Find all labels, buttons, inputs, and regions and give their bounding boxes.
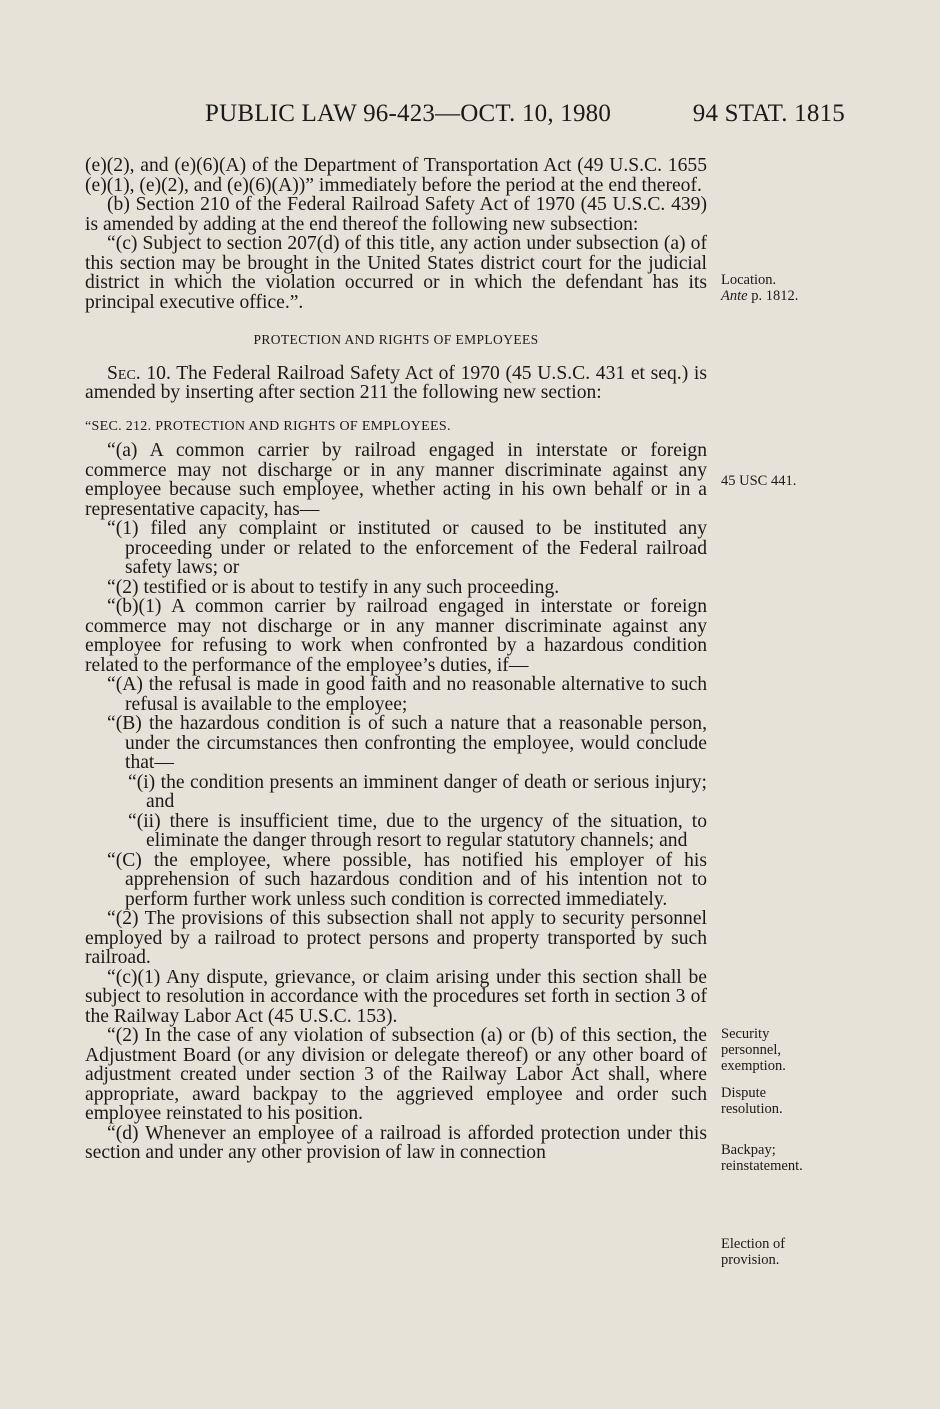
paragraph-continued: (e)(2), and (e)(6)(A) of the Department of Transportation Act (49 U.S.C. 1655 (e)(1), (e)(2), and (e)(6)(A))” immediately before the period at the end thereof. <box>85 155 707 196</box>
paragraph-b-1: “(b)(1) A common carrier by railroad engaged in interstate or foreign commerce may not discharge or in any manner discriminate against any employee for refusing to work when confronted by a hazardous condition related to the performance of the employee’s duties, if— <box>85 596 707 676</box>
margin-note-dispute: Dispute resolution. <box>721 1085 783 1117</box>
paragraph-a-1: “(1) filed any complaint or instituted or caused to be instituted any proceeding under or related to the enforcement of the Federal railroad safety laws; or <box>107 518 707 578</box>
margin-note-location <box>721 272 798 304</box>
section-10-paragraph <box>85 364 707 403</box>
paragraph-b-1-B-ii: “(ii) there is insufficient time, due to the urgency of the situation, to eliminate the danger through resort to regular statutory channels; and <box>128 810 707 851</box>
paragraph-b-2: “(2) The provisions of this subsection shall not apply to security personnel employed by a railroad to protect persons and property transported by such railroad. <box>85 908 707 968</box>
paragraph-c-1: “(c)(1) Any dispute, grievance, or claim arising under this section shall be subject to resolution in accordance with the procedures set forth in section 3 of the Railway Labor Act (45 U.S.C. 153). <box>85 966 707 1027</box>
paragraph-b: (b) Section 210 of the Federal Railroad Safety Act of 1970 (45 U.S.C. 439) is amended by adding at the end thereof the following new subsection: <box>85 194 707 235</box>
paragraph-c-2: “(2) In the case of any violation of subsection (a) or (b) of this section, the Adjustment Board (or any division or delegate thereof) or any other board of adjustment created under section 3 of the Railway Labor Act shall, where appropriate, award backpay to the aggrieved employee and order such employee reinstated to his position. <box>85 1025 707 1124</box>
margin-note-security: Security personnel, exemption. <box>721 1026 786 1074</box>
sec-label: Sec. <box>107 362 141 384</box>
ante-reference <box>721 288 798 304</box>
paragraph-d: “(d) Whenever an employee of a railroad is afforded protection under this section and under any other provision of law in connection <box>85 1122 707 1163</box>
section-heading: PROTECTION AND RIGHTS OF EMPLOYEES <box>253 332 539 347</box>
margin-note-usc: 45 USC 441. <box>721 473 797 489</box>
margin-note-backpay: Backpay; reinstatement. <box>721 1142 803 1174</box>
paragraph-b-1-A: “(A) the refusal is made in good faith and no reasonable alternative to such refusal is available to the employee; <box>107 674 707 715</box>
paragraph-b-1-B: “(B) the hazardous condition is of such a nature that a reasonable person, under the circumstances then confronting the employee, would conclude that— <box>107 713 707 773</box>
margin-note-election: Election of provision. <box>721 1236 786 1268</box>
paragraph-b-1-B-i: “(i) the condition presents an imminent danger of death or serious injury; and <box>128 771 707 812</box>
ante-page: p. 1812. <box>747 288 799 304</box>
law-title: PUBLIC LAW 96-423—OCT. 10, 1980 <box>205 100 612 127</box>
paragraph-a: “(a) A common carrier by railroad engaged in interstate or foreign commerce may not discharge or in any manner discriminate against any employee because such employee, whether acting in his own behalf or in a representative capacity, has— <box>85 440 707 520</box>
section-212-heading: “SEC. 212. PROTECTION AND RIGHTS OF EMPLOYEES. <box>85 418 451 434</box>
sec-10-text: 10. The Federal Railroad Safety Act of 1970 (45 U.S.C. 431 et seq.) is amended by inserting after section 211 the following new section: <box>85 362 707 403</box>
body-text <box>85 156 707 1163</box>
location-label: Location. <box>721 272 777 288</box>
paragraph-a-2: “(2) testified or is about to testify in any such proceeding. <box>107 576 560 598</box>
ante-word: Ante <box>721 288 748 304</box>
paragraph-c: “(c) Subject to section 207(d) of this title, any action under subsection (a) of this section may be brought in the United States district court for the judicial district in which the violation occurred or in which the defendant has its principal executive office.”. <box>85 233 707 313</box>
statute-page: 94 STAT. 1815 <box>692 100 845 127</box>
paragraph-b-1-C: “(C) the employee, where possible, has notified his employer of his apprehension of such hazardous condition and of his intention not to perform further work unless such condition is corrected immediately. <box>107 849 707 910</box>
